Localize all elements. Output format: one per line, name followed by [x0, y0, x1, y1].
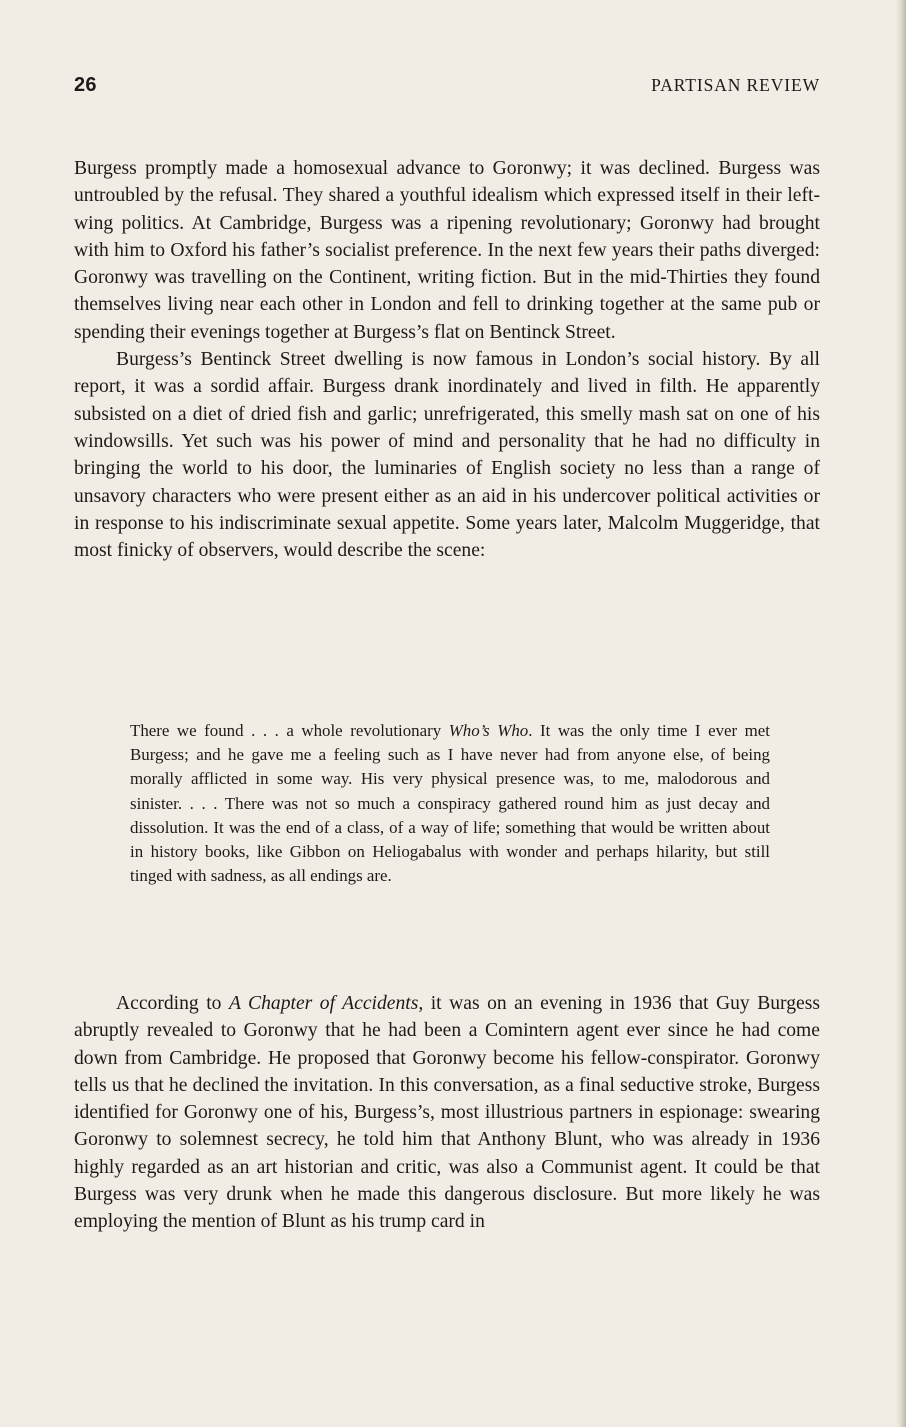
quote-italic-title: Who’s Who: [448, 721, 529, 740]
block-quote-muggeridge: [130, 719, 770, 888]
paragraph-text-start: According to: [116, 993, 229, 1014]
paragraph-text-end: it was on an evening in 1936 that Guy Burgess abruptly revealed to Goronwy that he had been a Comintern agent ever since he had come down from Cambridge. He proposed that Goronwy become his fellow-conspirator. Goronwy tells us that he declined the invitation. In this conversation, as a final seductive stroke, Burgess identified for Goronwy one of his, Burgess’s, most illustrious partners in espionage: swearing Goronwy to solemnest secrecy, he told him that Anthony Blunt, who was already in 1936 highly regarded as an art historian and critic, was also a Communist agent. It could be that Burgess was very drunk when he made this dangerous disclosure. But more likely he was employing the mention of Blunt as his trump card in: [74, 993, 820, 1233]
book-title: A Chapter of Accidents,: [228, 993, 424, 1014]
page-edge-shadow: [896, 0, 906, 1427]
page-number: 26: [74, 74, 97, 96]
running-head: PARTISAN REVIEW: [651, 75, 820, 95]
body-text-lower: [74, 990, 820, 1236]
paragraph-bentinck-street: Burgess’s Bentinck Street dwelling is now famous in London’s social history. By all report, it was a sordid affair. Burgess drank inordinately and lived in filth. He apparently subsisted on a diet of dried fish and garlic; unrefrigerated, this smelly mash sat on one of his windowsills. Yet such was his power of mind and personality that he had no difficulty in bringing the world to his door, the luminaries of English society no less than a range of unsavory characters who were present either as an aid in his undercover political activities or in response to his indiscriminate sexual appetite. Some years later, Malcolm Muggeridge, that most finicky of observers, would describe the scene:: [74, 349, 820, 562]
quote-text-start: There we found . . . a whole revolutionary: [130, 721, 449, 740]
body-text-upper: [74, 155, 820, 564]
page-header: [74, 74, 820, 102]
quote-text-end: . It was the only time I ever met Burgess; and he gave me a feeling such as I have never had from anyone else, of being morally afflicted in some way. His very physical presence was, to me, malodorous and sinister. . . . There was not so much a conspiracy gathered round him as just decay and dissolution. It was the end of a class, of a way of life; something that would be written about in history books, like Gibbon on Heliogabalus with wonder and perhaps hilarity, but still tinged with sadness, as all endings are.: [130, 721, 770, 886]
paragraph-chapter-of-accidents: [74, 990, 820, 1236]
paragraph-burgess-advance: Burgess promptly made a homosexual advance to Goronwy; it was declined. Burgess was untroubled by the refusal. They shared a youthful idealism which expressed itself in their left-wing politics. At Cambridge, Burgess was a ripening revolutionary; Goronwy had brought with him to Oxford his father’s socialist preference. In the next few years their paths diverged: Goronwy was travelling on the Continent, writing fiction. But in the mid-Thirties they found themselves living near each other in London and fell to drinking together at the same pub or spending their evenings together at Burgess’s flat on Bentinck Street.: [74, 158, 820, 343]
